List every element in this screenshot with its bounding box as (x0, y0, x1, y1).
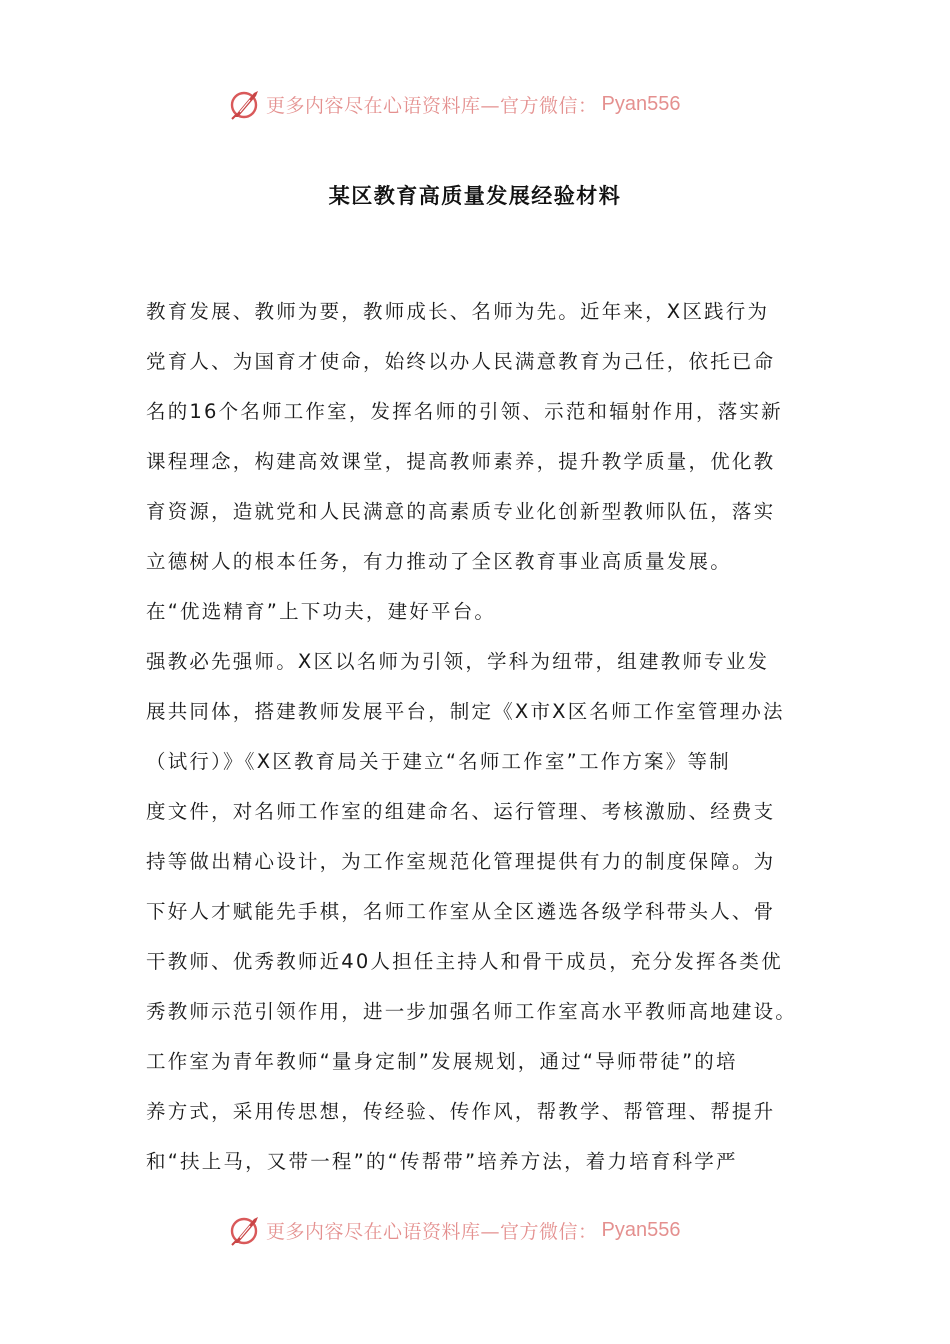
text-line: 强教必先强师。X区以名师为引领，学科为纽带，组建教师专业发 (146, 650, 770, 673)
text-line: 持等做出精心设计，为工作室规范化管理提供有力的制度保障。为 (146, 850, 776, 873)
watermark-text: 更多内容尽在心语资料库— (266, 1220, 501, 1243)
document-body (146, 287, 822, 1187)
text-line: 工作室为青年教师“量身定制”发展规划，通过“导师带徒”的培 (146, 1050, 738, 1073)
watermark-wechat-label: 官方微信： (500, 1220, 598, 1243)
text-line: 名的16个名师工作室，发挥名师的引领、示范和辐射作用，落实新 (146, 400, 783, 423)
section-heading: 在“优选精育”上下功夫，建好平台。 (146, 600, 497, 623)
text-line: 课程理念，构建高效课堂，提高教师素养，提升教学质量，优化教 (146, 450, 776, 473)
text-line: 教育发展、教师为要，教师成长、名师为先。近年来，X区践行为 (146, 300, 770, 323)
text-line: 立德树人的根本任务，有力推动了全区教育事业高质量发展。 (146, 550, 732, 573)
quill-pen-circle-icon (228, 87, 262, 121)
watermark-wechat-id: Pyan556 (601, 1218, 681, 1241)
document-title: 某区教育高质量发展经验材料 (328, 184, 622, 208)
text-line: 养方式，采用传思想，传经验、传作风，帮教学、帮管理、帮提升 (146, 1100, 776, 1123)
text-line: 育资源，造就党和人民满意的高素质专业化创新型教师队伍，落实 (146, 500, 776, 523)
text-line: 干教师、优秀教师近40人担任主持人和骨干成员，充分发挥各类优 (146, 950, 783, 973)
text-line: 度文件，对名师工作室的组建命名、运行管理、考核激励、经费支 (146, 800, 776, 823)
watermark-wechat-id: Pyan556 (601, 92, 681, 115)
text-line: 党育人、为国育才使命，始终以办人民满意教育为己任，依托已命 (146, 350, 776, 373)
watermark-wechat-label: 官方微信： (500, 94, 598, 117)
footer-watermark (228, 1212, 681, 1248)
text-line: 下好人才赋能先手棋，名师工作室从全区遴选各级学科带头人、骨 (146, 900, 776, 923)
header-watermark (228, 86, 681, 122)
text-line: 秀教师示范引领作用，进一步加强名师工作室高水平教师高地建设。 (146, 1000, 798, 1023)
quill-pen-circle-icon (228, 1213, 262, 1247)
text-line: （试行）》《X区教育局关于建立“名师工作室”工作方案》等制 (146, 750, 731, 773)
watermark-text: 更多内容尽在心语资料库— (266, 94, 501, 117)
text-line: 和“扶上马，又带一程”的“传帮带”培养方法，着力培育科学严 (146, 1150, 738, 1173)
text-line: 展共同体，搭建教师发展平台，制定《X市X区名师工作室管理办法 (146, 700, 785, 723)
